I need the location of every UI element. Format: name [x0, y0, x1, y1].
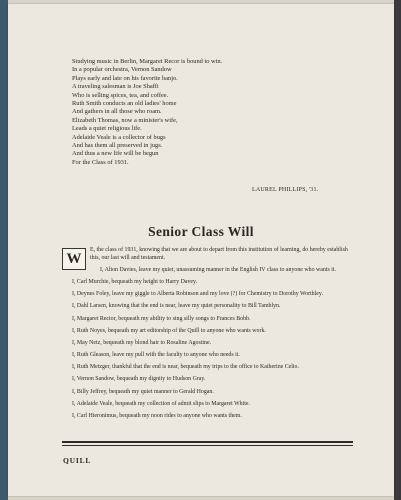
decorative-initial-w: W — [62, 248, 86, 270]
poem-line: And has them all preserved in jugs. — [72, 142, 163, 150]
class-poem — [72, 58, 342, 167]
poem-line: Plays early and late on his favorite banjo. — [72, 74, 178, 82]
bequest-paragraph: I, Margaret Rector, bequeath my ability to sing silly songs to Frances Bobb. — [72, 315, 251, 322]
poem-line: For the Class of 1931. — [72, 158, 129, 166]
bequest-paragraph: I, Ruth Metzger, thankful that the end is near, bequeath my trips to the office to Katherine Celio. — [72, 364, 299, 371]
bequest-paragraph: I, Dahl Larsen, knowing that the end is near, leave my quiet personality to Bill Tamblyn. — [72, 303, 281, 310]
section-title: Senior Class Will — [148, 224, 254, 239]
bequest-paragraph: I, Ruth Gleason, leave my pull with the faculty to anyone who needs it. — [72, 352, 240, 359]
bequest-paragraph: I, Adelaide Veale, bequeath my collection of admit slips to Margaret White. — [72, 400, 250, 407]
poem-line: Adelaide Veale is a collector of bugs — [72, 133, 166, 141]
will-intro-text: E, the class of 1931, knowing that we are about to depart from this institution of learning, do hereby establish this, our last will and testament. — [90, 247, 348, 261]
bequest-paragraph: I, Vernon Sandow, bequeath my dignity to Hudson Gray. — [72, 376, 206, 383]
will-intro-paragraph — [62, 247, 354, 267]
class-will-text — [62, 247, 354, 425]
poem-line: In a popular orchestra, Vernon Sandow — [72, 66, 172, 74]
footer-publication-name: QUILL — [63, 456, 92, 465]
poem-line: Ruth Smith conducts an old ladies' home — [72, 100, 177, 108]
poem-line: A traveling salesman is Joe Shaffi — [72, 83, 159, 91]
bequest-paragraph: I, Carl Hieronimus, bequeath my noon rides to anyone who wants them. — [72, 413, 242, 420]
poem-line: And gathers in all those who roam. — [72, 108, 162, 116]
poem-line: Studying music in Berlin, Margaret Recor is bound to win. — [72, 58, 223, 65]
page-edge-shadow — [394, 0, 401, 500]
bequest-paragraph: I, Deynes Foley, leave my giggle to Alberta Robinson and my love (?) for Chemistry to Dorothy Worthley. — [72, 291, 323, 298]
document-page — [8, 4, 394, 496]
poem-line: Who is selling spices, tea, and coffee. — [72, 91, 169, 99]
bequest-paragraph: I, Carl Murchie, bequeath my height to Harry Davey. — [72, 278, 198, 285]
footer-rule-thick — [62, 441, 353, 443]
bequest-paragraph: I, Billy Jeffrey, bequeath my quiet manner to Gerald Hogan. — [72, 388, 214, 395]
poem-line: And thus a new life will be begun — [72, 150, 159, 158]
bequest-paragraph: I, Ruth Noyes, bequeath my art editorship of the Quill to anyone who wants work. — [72, 327, 266, 334]
footer-rule-thin — [62, 445, 353, 446]
book-binding-strip — [0, 0, 8, 500]
poem-signature: LAUREL PHILLIPS, '31. — [252, 187, 319, 193]
bequest-paragraph: I, Alton Davies, leave my quiet, unassuming manner in the English IV class to anyone who wants it. — [100, 266, 336, 273]
poem-line: Elizabeth Thomas, now a minister's wife, — [72, 116, 178, 124]
poem-line: Leads a quiet religious life. — [72, 125, 142, 133]
bequest-paragraph: I, May Netz, bequeath my blond hair to Rosaline Agostine. — [72, 339, 212, 346]
